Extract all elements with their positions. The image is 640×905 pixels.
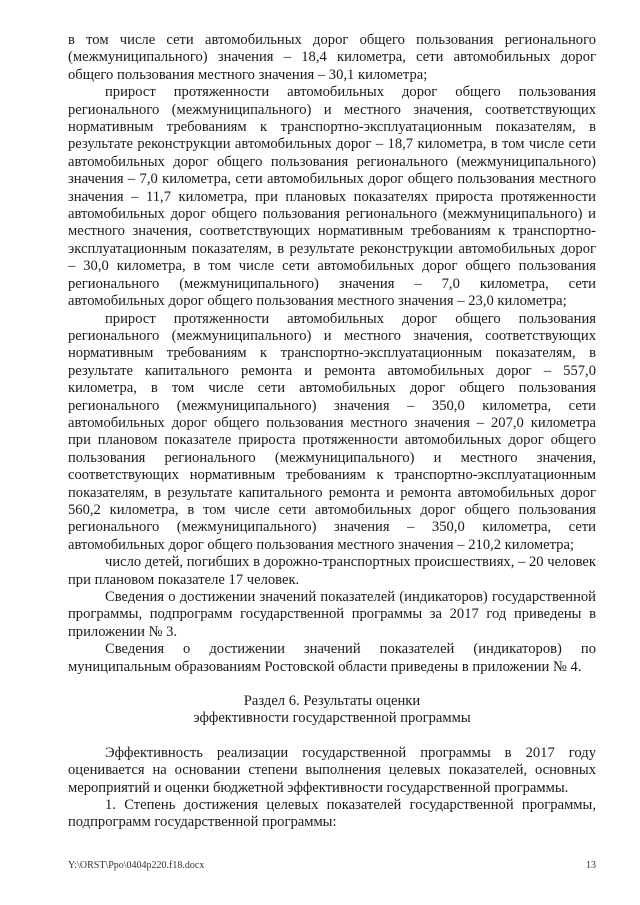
paragraph-3: прирост протяженности автомобильных дорог общего пользования регионального (межмуниципального) и местного значения, соответствующих нормативным требованиям к транспортно-эксплуатационным показателям, в результате капитального ремонта и ремонта автомобильных дорог – 557,0 километра, в том числе сети автомобильных дорог общего пользования регионального (межмуниципального) значения – 350,0 километра, сети автомобильных дорог общего пользования местного значения – 207,0 километра при плановом показателе прироста протяженности автомобильных дорог общего пользования регионального (межмуниципального) и местного значения, соответствующих нормативным требованиям к транспортно-эксплуатационным показателям, в результате капитального ремонта и ремонта автомобильных дорог 560,2 километра, в том числе сети автомобильных дорог общего пользования регионального (межмуниципального) значения – 350,0 километра, сети автомобильных дорог общего пользования местного значения – 210,2 километра; <box>68 310 596 553</box>
paragraph-2: прирост протяженности автомобильных дорог общего пользования регионального (межмуниципального) и местного значения, соответствующих нормативным требованиям к транспортно-эксплуатационным показателям, в результате реконструкции автомобильных дорог – 18,7 километра, в том числе сети автомобильных дорог общего пользования регионального (межмуниципального) значения – 7,0 километра, сети автомобильных дорог общего пользования местного значения – 11,7 километра, при плановых показателях прироста протяженности автомобильных дорог общего пользования регионального (межмуниципального) и местного значения, соответствующих нормативным требованиям к транспортно-эксплуатационным показателям, в результате реконструкции автомобильных дорог – 30,0 километра, в том числе сети автомобильных дорог общего пользования регионального (межмуниципального) значения – 7,0 километра, сети автомобильных дорог общего пользования местного значения – 23,0 километра; <box>68 84 596 310</box>
paragraph-1: в том числе сети автомобильных дорог общего пользования регионального (межмуниципального) значения – 18,4 километра, сети автомобильных дорог общего пользования местного значения – 30,1 километра; <box>68 32 596 83</box>
paragraph-5: Сведения о достижении значений показателей (индикаторов) государственной программы, подпрограмм государственной программы за 2017 год приведены в приложении № 3. <box>68 589 596 640</box>
page-number: 13 <box>586 860 596 871</box>
spacer <box>68 728 596 745</box>
paragraph-4: число детей, погибших в дорожно-транспортных происшествиях, – 20 человек при плановом показателе 17 человек. <box>68 554 596 588</box>
paragraph-6: Сведения о достижении значений показателей (индикаторов) по муниципальным образованиям Ростовской области приведены в приложении № 4. <box>68 641 596 675</box>
document-page <box>68 32 596 832</box>
section-title-line1: Раздел 6. Результаты оценки <box>243 693 421 710</box>
section-title-line2: эффективности государственной программы <box>193 710 471 727</box>
paragraph-8: 1. Степень достижения целевых показателей государственной программы, подпрограмм государственной программы: <box>68 797 596 831</box>
paragraph-7: Эффективность реализации государственной программы в 2017 году оценивается на основании степени выполнения целевых показателей, основных мероприятий и оценки бюджетной эффективности государственной программы. <box>68 744 596 796</box>
file-path: Y:\ORST\Ppo\0404p220.f18.docx <box>68 860 205 871</box>
section-heading <box>68 693 596 728</box>
